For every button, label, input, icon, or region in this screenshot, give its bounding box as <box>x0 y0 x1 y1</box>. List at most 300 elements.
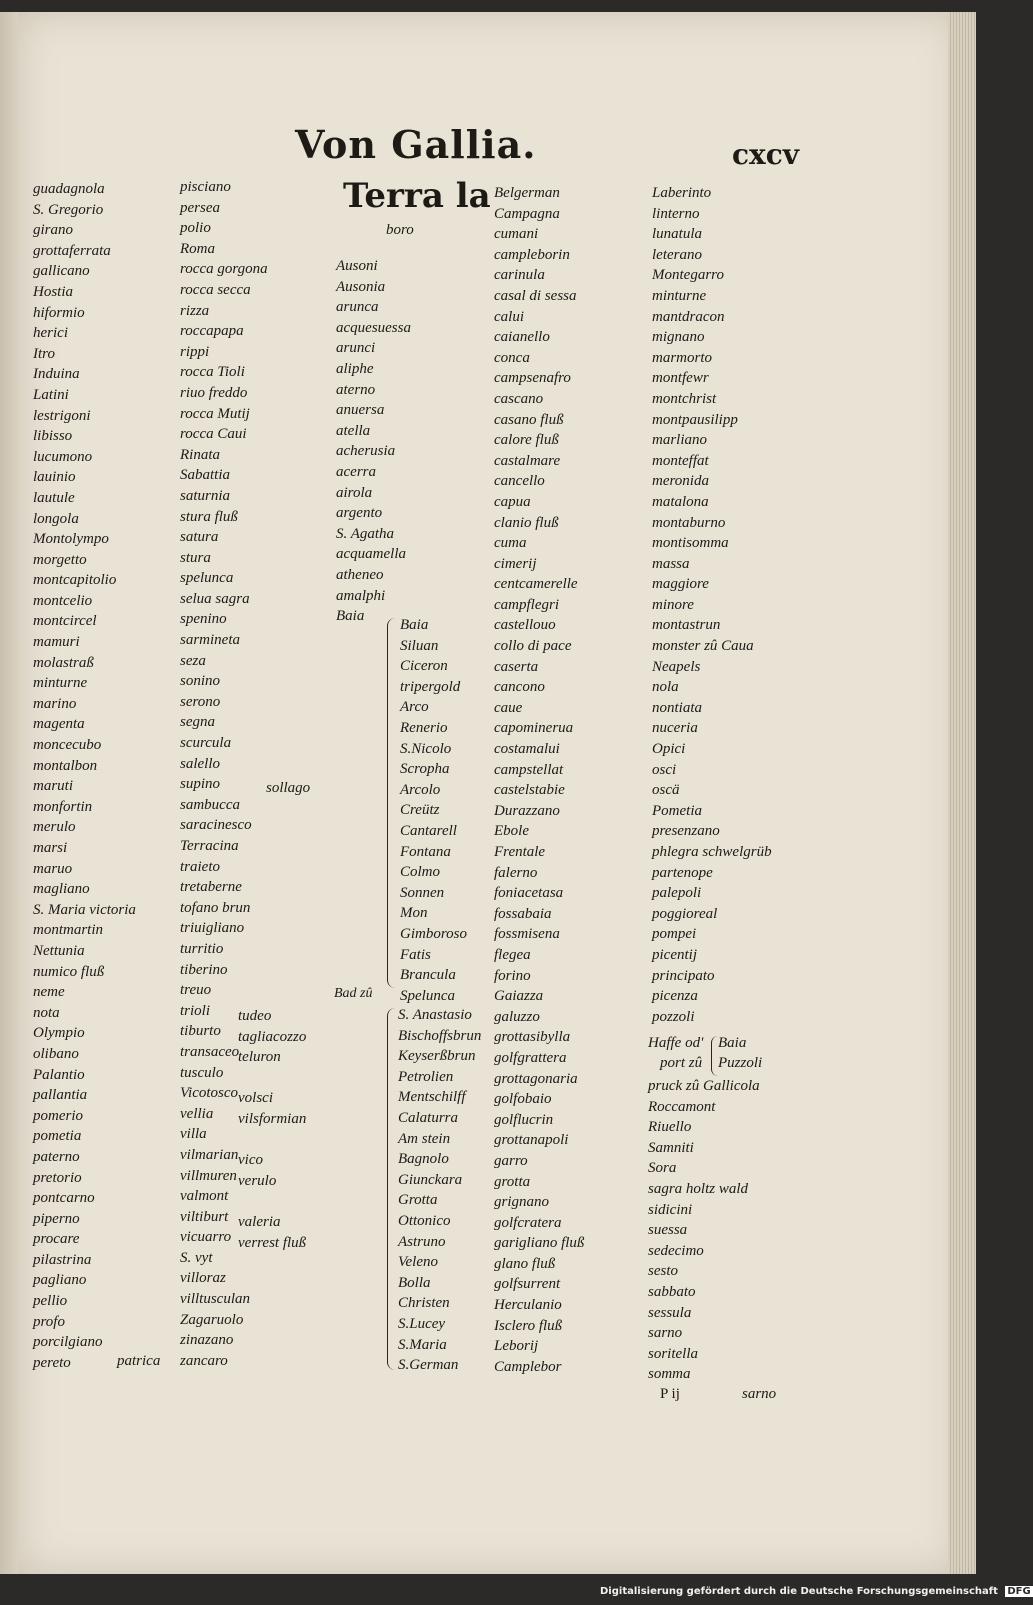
place-name: calui <box>494 308 524 325</box>
place-name: principato <box>652 967 715 984</box>
place-name: lautule <box>33 489 75 506</box>
place-name: serono <box>180 693 221 710</box>
place-name: piperno <box>33 1210 80 1227</box>
place-name: olibano <box>33 1045 79 1062</box>
place-name: atheneo <box>336 566 384 583</box>
place-name: zinazano <box>180 1332 234 1349</box>
place-name: campflegri <box>494 596 559 613</box>
place-name: lunatula <box>652 226 703 243</box>
place-name: mantdracon <box>652 308 725 325</box>
place-name: amalphi <box>336 587 386 604</box>
place-name: Frentale <box>494 844 546 860</box>
place-name: Giunckara <box>398 1171 463 1188</box>
place-name: sonino <box>180 673 221 690</box>
place-name: cancello <box>494 473 545 490</box>
folio-number: cxcv <box>732 138 800 171</box>
place-name: pilastrina <box>33 1251 92 1268</box>
place-name: stura fluß <box>180 508 238 525</box>
brace-bad <box>387 1008 396 1370</box>
place-name: lestrigoni <box>33 407 91 424</box>
place-name: presenzano <box>652 823 720 840</box>
place-name: sabbato <box>648 1283 696 1300</box>
place-name: S. Agatha <box>336 525 395 542</box>
place-name: montaburno <box>652 514 726 531</box>
place-name: Nettunia <box>33 942 85 959</box>
place-name: Palantio <box>33 1066 85 1083</box>
place-name: pontcarno <box>33 1190 95 1207</box>
place-name: hiformio <box>33 304 85 321</box>
place-name: Sora <box>648 1160 677 1177</box>
place-name: Brancula <box>400 967 456 984</box>
place-name: S. Gregorio <box>33 201 104 218</box>
place-name: montastrun <box>652 617 721 634</box>
place-name: numico fluß <box>33 963 105 980</box>
place-name: Cantarell <box>400 822 457 839</box>
place-name: sidicini <box>648 1201 693 1218</box>
place-name: segna <box>180 714 215 731</box>
place-name: saracinesco <box>180 817 252 834</box>
place-name: costamalui <box>494 741 560 758</box>
place-name: maggiore <box>652 576 709 593</box>
place-name: teluron <box>238 1049 281 1066</box>
place-name: tagliacozzo <box>238 1028 307 1045</box>
place-name: selua sagra <box>180 590 250 607</box>
place-name: persea <box>180 199 220 216</box>
place-name <box>238 1191 306 1212</box>
place-name: Pometia <box>652 802 702 819</box>
place-name: nontiata <box>652 699 703 716</box>
place-name: S. vyt <box>180 1249 213 1266</box>
place-name: villoraz <box>180 1270 226 1287</box>
place-name: montisomma <box>652 535 729 552</box>
place-name: magenta <box>33 716 85 733</box>
place-name: sarmineta <box>180 632 240 649</box>
place-name: grottaferrata <box>33 242 111 259</box>
place-name: neme <box>33 984 65 1001</box>
place-name: Neapels <box>652 658 701 675</box>
place-name: Astruno <box>398 1233 446 1250</box>
place-name: golfgrattera <box>494 1049 567 1066</box>
place-name: girano <box>33 222 74 239</box>
place-name: Calaturra <box>398 1109 459 1126</box>
place-name: rizza <box>180 302 210 319</box>
place-name: patrica <box>117 1353 161 1369</box>
place-name: marino <box>33 695 77 712</box>
place-name: cumani <box>494 226 539 243</box>
column-2-sollago: sollago <box>266 780 311 796</box>
place-name: Vicotosco <box>180 1085 239 1102</box>
column-1-extra <box>117 1351 160 1372</box>
place-name: grotta <box>494 1173 531 1190</box>
place-name: Mentschilff <box>398 1089 466 1106</box>
place-name: campstellat <box>494 761 564 778</box>
place-name: nota <box>33 1004 60 1021</box>
place-name: phlegra schwelgrüb <box>652 844 772 860</box>
place-name: golfobaio <box>494 1091 552 1108</box>
place-name: minturne <box>652 287 707 304</box>
place-name: Creütz <box>400 802 440 819</box>
place-name: vilsformian <box>238 1110 307 1127</box>
place-name: acherusia <box>336 443 396 460</box>
place-name: riuo freddo <box>180 384 248 401</box>
place-name: Mon <box>400 905 428 922</box>
place-name: gallicano <box>33 263 90 280</box>
place-name: forino <box>494 967 531 984</box>
place-name: Ausonia <box>336 278 386 295</box>
place-name: Sabattia <box>180 467 231 484</box>
place-name: rocca Tioli <box>180 364 245 381</box>
place-name: sarno <box>648 1325 683 1342</box>
column-4 <box>494 183 584 1377</box>
place-name: monster zû Caua <box>652 638 754 655</box>
section-title-boro: boro <box>386 222 414 238</box>
place-name: mignano <box>652 329 705 346</box>
place-name: suessa <box>648 1222 688 1239</box>
place-name: monteffat <box>652 452 709 469</box>
place-name: montcircel <box>33 613 97 630</box>
place-name: castalmare <box>494 452 561 469</box>
place-name: pallantia <box>33 1087 88 1104</box>
place-name: fossabaia <box>494 905 552 922</box>
place-name: montmartin <box>33 922 104 939</box>
place-name: casal di sessa <box>494 287 577 304</box>
place-name: sambucca <box>180 796 240 813</box>
place-name: marliano <box>652 432 708 449</box>
place-name: Isclero fluß <box>494 1317 563 1334</box>
place-name: scurcula <box>180 735 232 752</box>
place-name: procare <box>33 1231 80 1248</box>
place-name: Roccamont <box>648 1098 716 1115</box>
place-name: rippi <box>180 343 210 360</box>
place-name: pisciano <box>180 179 231 195</box>
place-name: paterno <box>33 1148 80 1165</box>
place-name: casano fluß <box>494 411 564 428</box>
place-name: fossmisena <box>494 926 560 943</box>
place-name: roccapapa <box>180 323 244 340</box>
place-name: satura <box>180 529 219 546</box>
place-name: Rinata <box>180 446 220 463</box>
place-name: S.Nicolo <box>400 740 452 757</box>
place-name: Renerio <box>400 719 448 736</box>
place-name: golfcratera <box>494 1214 562 1231</box>
place-name: acquamella <box>336 546 406 563</box>
place-name: Baia <box>336 608 365 625</box>
place-name: maruti <box>33 778 74 795</box>
place-name: montpausilipp <box>652 411 738 428</box>
place-name: Camplebor <box>494 1358 562 1375</box>
place-name: montfewr <box>652 370 709 387</box>
haffe-option-puzzoli: Puzzoli <box>718 1055 763 1071</box>
place-name: Laberinto <box>652 185 712 201</box>
place-name: capua <box>494 493 531 510</box>
place-name: tiburto <box>180 1023 221 1040</box>
place-name: oscä <box>652 782 680 799</box>
place-name: Riuello <box>648 1119 692 1136</box>
place-name: pereto <box>33 1354 71 1371</box>
place-name: marsi <box>33 840 68 856</box>
place-name: sesto <box>648 1263 678 1280</box>
place-name: triuigliano <box>180 920 245 937</box>
place-name: libisso <box>33 428 73 445</box>
haffe-line-1: Haffe od' <box>648 1035 704 1051</box>
place-name: villmuren <box>180 1167 237 1184</box>
place-name: mamuri <box>33 634 80 651</box>
place-name: merulo <box>33 819 76 836</box>
place-name: pompei <box>652 926 697 943</box>
place-name: montalbon <box>33 757 98 774</box>
place-name: montcapitolio <box>33 572 117 589</box>
place-name: Samniti <box>648 1139 694 1156</box>
place-name: argento <box>336 505 383 522</box>
place-name: profo <box>33 1313 65 1330</box>
place-name: villtusculan <box>180 1291 250 1308</box>
place-name: calore fluß <box>494 432 559 449</box>
place-name: arunca <box>336 299 379 316</box>
column-1 <box>33 179 136 1373</box>
place-name: longola <box>33 510 79 527</box>
signature-mark: P ij <box>660 1386 680 1402</box>
place-name: campsenafro <box>494 370 571 387</box>
place-name: conca <box>494 349 530 366</box>
place-name: Colmo <box>400 864 441 881</box>
brace-haffe <box>711 1036 718 1076</box>
place-name: grignano <box>494 1194 550 1211</box>
place-name: soritella <box>648 1345 699 1362</box>
place-name: pruck zû Gallicola <box>648 1078 760 1094</box>
place-name: arunci <box>336 340 376 357</box>
haffe-line-2: port zû <box>660 1055 703 1071</box>
place-name: Petrolien <box>398 1068 454 1085</box>
place-name: S. Anastasio <box>398 1007 472 1023</box>
place-name: picentij <box>652 946 697 963</box>
place-name: sedecimo <box>648 1242 704 1259</box>
place-name: valmont <box>180 1188 229 1205</box>
place-name: maruo <box>33 860 73 877</box>
place-name: seza <box>180 652 206 669</box>
column-3 <box>336 256 411 627</box>
place-name: palepoli <box>652 885 702 902</box>
place-name: Belgerman <box>494 185 560 201</box>
place-name: traieto <box>180 858 220 875</box>
place-name: montcelio <box>33 592 93 609</box>
place-name: Montolympo <box>33 531 109 548</box>
label-bad-zu: Bad zû <box>334 986 373 1001</box>
catchword: sarno <box>742 1386 777 1402</box>
place-name: tusculo <box>180 1064 224 1081</box>
place-name: Christen <box>398 1295 450 1312</box>
digitization-credit <box>600 1586 1033 1597</box>
place-name: Bischoffsbrun <box>398 1027 482 1044</box>
place-name: osci <box>652 761 677 778</box>
place-name: trioli <box>180 1002 211 1019</box>
place-name: moncecubo <box>33 737 102 754</box>
place-name: grottagonaria <box>494 1070 578 1087</box>
place-name: tofano brun <box>180 899 251 916</box>
place-name: S.German <box>398 1357 459 1374</box>
place-name: pagliano <box>33 1272 87 1289</box>
place-name: volsci <box>238 1090 273 1107</box>
place-name <box>238 1130 306 1151</box>
place-name: herici <box>33 325 68 342</box>
place-name: vicuarro <box>180 1229 232 1246</box>
place-name: tripergold <box>400 678 461 695</box>
place-name: glano fluß <box>494 1255 556 1272</box>
column-5-continued <box>648 1076 760 1385</box>
place-name: S.Lucey <box>398 1315 446 1332</box>
place-name: Sonnen <box>400 884 445 901</box>
place-name: Ausoni <box>336 258 378 274</box>
place-name: Am stein <box>398 1130 451 1147</box>
place-name: falerno <box>494 864 538 881</box>
place-name: massa <box>652 555 690 572</box>
place-name: zancaro <box>180 1352 228 1369</box>
place-name: treuo <box>180 982 212 999</box>
place-name: saturnia <box>180 487 231 504</box>
place-name: Spelunca <box>400 987 455 1004</box>
haffe-option-baia: Baia <box>718 1035 747 1051</box>
place-name: Latini <box>33 386 69 403</box>
place-name: Induina <box>33 366 80 383</box>
place-name: meronida <box>652 473 709 490</box>
place-name: Bolla <box>398 1274 431 1291</box>
place-name: grottasibylla <box>494 1029 571 1046</box>
place-name: aliphe <box>336 360 374 377</box>
place-name: turritio <box>180 940 224 957</box>
place-name: polio <box>180 220 211 237</box>
place-name: castellouo <box>494 617 556 634</box>
place-name: pozzoli <box>652 1008 695 1025</box>
place-name: atella <box>336 422 371 439</box>
place-name: Arcolo <box>400 781 441 798</box>
dfg-logo: DFG <box>1007 1586 1031 1597</box>
place-name: verrest fluß <box>238 1234 307 1251</box>
place-name: aterno <box>336 381 376 398</box>
place-name: Gimboroso <box>400 925 467 942</box>
book-page <box>18 12 960 1574</box>
place-name: rocca gorgona <box>180 261 268 278</box>
place-name: picenza <box>652 988 698 1005</box>
place-name: Fatis <box>400 946 431 963</box>
place-name: caianello <box>494 329 550 346</box>
place-name: garigliano fluß <box>494 1235 585 1252</box>
place-name: tretaberne <box>180 879 242 896</box>
place-name: S. Maria victoria <box>33 901 136 918</box>
place-name: Veleno <box>398 1254 438 1271</box>
place-name: supino <box>180 776 221 793</box>
place-name: cascano <box>494 390 544 407</box>
place-name: vellia <box>180 1105 214 1122</box>
credit-text: Digitalisierung gefördert durch die Deutsche Forschungsgemeinschaft <box>600 1586 998 1597</box>
place-name: Ebole <box>494 823 529 840</box>
place-name: Ottonico <box>398 1212 451 1229</box>
place-name: grottanapoli <box>494 1132 569 1149</box>
place-name: Scropha <box>400 761 450 778</box>
place-name: rocca Mutij <box>180 405 250 422</box>
place-name: somma <box>648 1366 691 1383</box>
place-name: Grotta <box>398 1192 438 1209</box>
place-name: stura <box>180 549 211 566</box>
place-name: garro <box>494 1152 528 1169</box>
place-name: collo di pace <box>494 638 572 655</box>
place-name: Itro <box>33 345 55 362</box>
place-name: guadagnola <box>33 181 105 197</box>
place-name: golflucrin <box>494 1111 554 1128</box>
place-name: Arco <box>400 699 429 716</box>
place-name: sagra holtz wald <box>648 1180 749 1197</box>
page-edge-right <box>948 12 976 1574</box>
column-5 <box>652 183 772 1027</box>
place-name: Durazzano <box>494 802 560 819</box>
place-name: spelunca <box>180 570 234 587</box>
place-name: Roma <box>180 240 215 257</box>
place-name: Montegarro <box>652 267 724 284</box>
place-name: caserta <box>494 658 539 675</box>
place-name: Campagna <box>494 205 560 222</box>
place-name: Siluan <box>400 637 439 654</box>
place-name: Herculanio <box>494 1297 562 1314</box>
section-title-terra: Terra la <box>343 176 491 216</box>
place-name: morgetto <box>33 551 87 568</box>
place-name: valeria <box>238 1213 281 1230</box>
place-name: foniacetasa <box>494 885 564 902</box>
place-name: caue <box>494 699 523 716</box>
place-name: partenope <box>652 864 713 881</box>
place-name: airola <box>336 484 373 501</box>
place-name: molastraß <box>33 654 94 671</box>
page-heading: Von Gallia. <box>295 122 537 167</box>
place-name: pometia <box>33 1128 82 1145</box>
place-name: verulo <box>238 1172 277 1189</box>
place-name: Hostia <box>33 283 74 300</box>
place-name: Terracina <box>180 838 239 854</box>
place-name: lauinio <box>33 469 76 486</box>
place-name: Leborij <box>494 1338 539 1355</box>
place-name: montchrist <box>652 390 717 407</box>
place-name: cuma <box>494 535 527 552</box>
place-name: capominerua <box>494 720 574 737</box>
place-name: centcamerelle <box>494 576 578 593</box>
place-name: magliano <box>33 881 90 898</box>
place-name: Bagnolo <box>398 1151 449 1168</box>
place-name: leterano <box>652 246 702 263</box>
place-name: Zagaruolo <box>180 1311 244 1328</box>
place-name: rocca Caui <box>180 426 247 443</box>
place-name: pomerio <box>33 1107 83 1124</box>
place-name: clanio fluß <box>494 514 559 531</box>
place-name: acquesuessa <box>336 319 411 336</box>
place-name: spenino <box>180 611 227 628</box>
place-name: Olympio <box>33 1025 85 1042</box>
place-name: marmorto <box>652 349 713 366</box>
place-name: viltiburt <box>180 1208 229 1225</box>
place-name: galuzzo <box>494 1008 540 1025</box>
place-name: carinula <box>494 267 545 284</box>
place-name <box>238 1068 306 1089</box>
place-name: tiberino <box>180 961 228 978</box>
place-name: Gaiazza <box>494 988 544 1005</box>
place-name: golfsurrent <box>494 1276 561 1293</box>
place-name: matalona <box>652 493 709 510</box>
place-name: minturne <box>33 675 88 692</box>
place-name: villa <box>180 1126 207 1143</box>
place-name: Keyserßbrun <box>398 1048 476 1065</box>
place-name: pellio <box>33 1293 68 1310</box>
place-name: vico <box>238 1152 263 1169</box>
place-name: Baia <box>400 617 429 633</box>
place-name: S.Maria <box>398 1336 447 1353</box>
place-name: anuersa <box>336 402 385 419</box>
place-name: cancono <box>494 679 545 696</box>
